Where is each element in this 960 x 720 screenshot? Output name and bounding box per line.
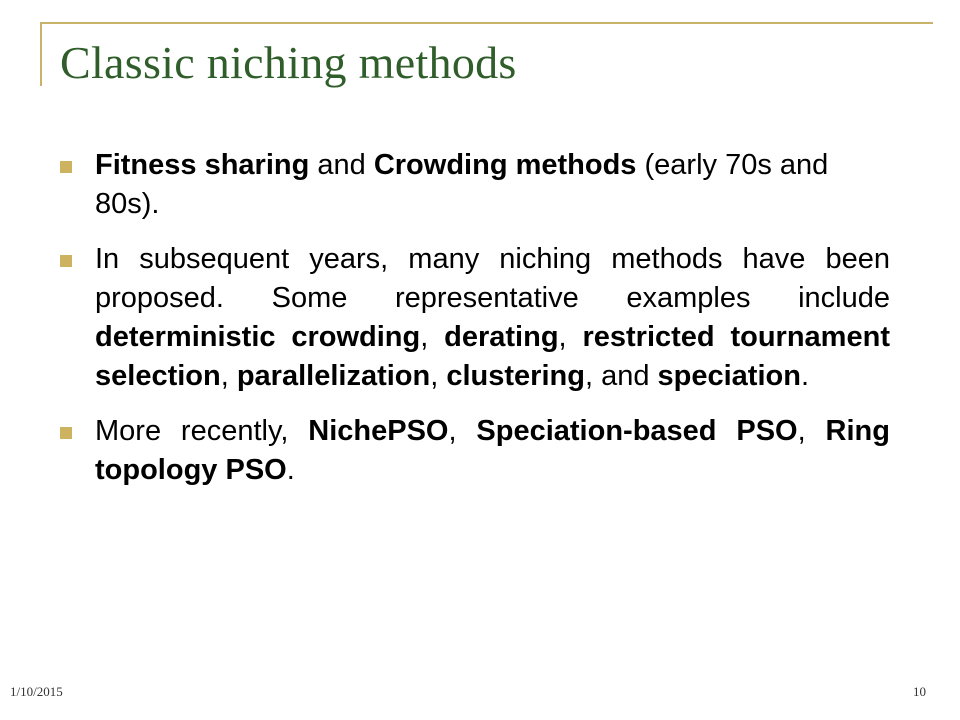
- bullet-text: .: [286, 454, 295, 486]
- bullet-text-bold: restricted tournament selection: [95, 321, 890, 392]
- bullet-text: ,: [558, 321, 583, 353]
- bullet-text: ,: [420, 321, 445, 353]
- square-bullet-icon: [60, 427, 72, 439]
- frame-left-line: [40, 22, 42, 86]
- bullet-text: ,: [220, 360, 237, 392]
- square-bullet-icon: [60, 255, 72, 267]
- bullet-text: and: [309, 149, 374, 181]
- bullet-text-bold: Crowding methods: [373, 149, 637, 181]
- footer-page-number: 10: [913, 684, 926, 699]
- bullet-text-bold: derating: [444, 321, 559, 353]
- bullet-text: , and: [584, 360, 658, 392]
- bullet-text: (early 70s and 80s).: [95, 149, 829, 220]
- square-bullet-icon: [60, 161, 72, 173]
- bullet-text-bold: speciation: [657, 360, 801, 392]
- bullet-text-bold: Speciation-based PSO: [476, 415, 798, 447]
- frame-top-line: [40, 22, 933, 24]
- slide-title: Classic niching methods: [60, 37, 517, 88]
- footer-date: 1/10/2015: [10, 684, 63, 699]
- bullet-list: [60, 146, 890, 506]
- bullet-text-bold: Ring topology PSO: [95, 415, 890, 486]
- bullet-text-bold: Fitness sharing: [95, 149, 310, 181]
- bullet-text-bold: NichePSO: [308, 415, 449, 447]
- bullet-text: ,: [797, 415, 826, 447]
- bullet-text: In subsequent years, many niching methods have been proposed. Some representative examples include: [95, 243, 890, 314]
- bullet-text: .: [800, 360, 810, 392]
- bullet-text-bold: parallelization: [236, 360, 431, 392]
- bullet-item: [60, 412, 890, 490]
- bullet-text: More recently,: [95, 415, 309, 447]
- bullet-item: [60, 146, 890, 224]
- bullet-text: ,: [448, 415, 477, 447]
- bullet-item: [60, 240, 890, 396]
- bullet-text: ,: [430, 360, 447, 392]
- bullet-text-bold: clustering: [446, 360, 585, 392]
- bullet-text-bold: deterministic crowding: [95, 321, 421, 353]
